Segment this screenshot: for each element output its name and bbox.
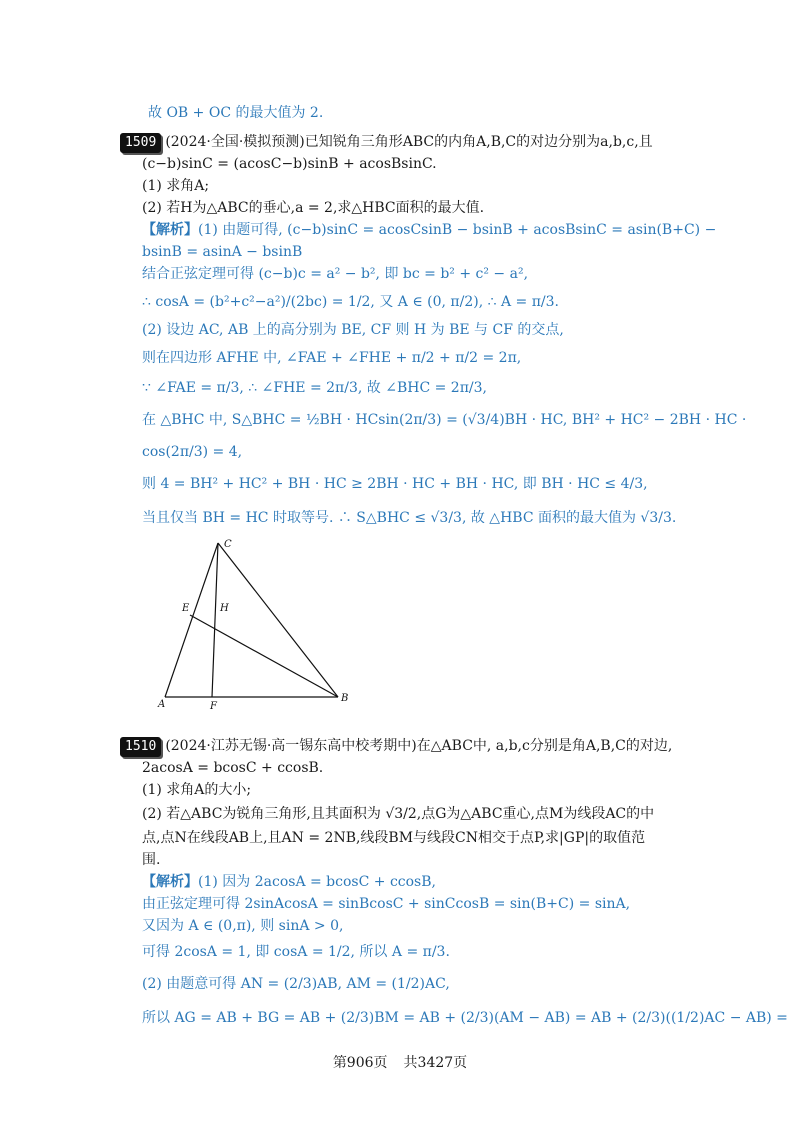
solution-line: bsinB = asinA − bsinB — [142, 244, 303, 260]
solution-line: 所以 AG = AB + BG = AB + (2/3)BM = AB + (2/3)(AM − AB) = AB + (2/3)((1/2)AC − AB) = — [142, 1010, 788, 1026]
solution-line: 在 △BHC 中, S△BHC = ½BH · HCsin(2π/3) = (√3/4)BH · HC, BH² + HC² − 2BH · HC · — [142, 412, 747, 428]
problem-1509-stem — [120, 132, 653, 153]
label-c: C — [224, 539, 232, 550]
side-ac — [165, 543, 218, 697]
label-b: B — [341, 693, 349, 704]
solution-line — [142, 220, 716, 240]
solution-text: (1) 因为 2acosA = bcosC + ccosB, — [198, 874, 436, 890]
solution-line: 由正弦定理可得 2sinAcosA = sinBcosC + sinCcosB = sin(B+C) = sinA, — [142, 896, 631, 912]
triangle-figure — [150, 535, 360, 715]
solution-line: (2) 设边 AC, AB 上的高分别为 BE, CF 则 H 为 BE 与 CF 的交点, — [142, 322, 564, 338]
question-2-cont: 点,点N在线段AB上,且AN = 2NB,线段BM与线段CN相交于点P,求|GP|的取值范 — [142, 830, 646, 846]
problem-number-badge: 1509 — [120, 133, 161, 153]
solution-text: (1) 由题可得, (c−b)sinC = acosCsinB − bsinB + acosBsinC = asin(B+C) − — [198, 222, 717, 238]
solution-line: 则 4 = BH² + HC² + BH · HC ≥ 2BH · HC + BH · HC, 即 BH · HC ≤ 4/3, — [142, 476, 648, 492]
problem-1510-stem — [120, 736, 672, 757]
solution-line: 可得 2cosA = 1, 即 cosA = 1/2, 所以 A = π/3. — [142, 944, 450, 960]
solution-line: 结合正弦定理可得 (c−b)c = a² − b², 即 bc = b² + c² − a², — [142, 266, 529, 282]
solution-line: 当且仅当 BH = HC 时取等号. ∴ S△BHC ≤ √3/3, 故 △HBC 面积的最大值为 √3/3. — [142, 510, 677, 526]
solution-tag: 【解析】 — [142, 222, 198, 238]
altitude-cf — [212, 543, 218, 697]
question-1: (1) 求角A; — [142, 178, 210, 194]
label-a: A — [158, 699, 166, 710]
page-total: 共3427页 — [403, 1055, 468, 1071]
problem-stem-text: (2024·全国·模拟预测)已知锐角三角形ABC的内角A,B,C的对边分别为a,b,c,且 — [165, 134, 653, 150]
page-footer — [0, 1052, 800, 1072]
problem-condition: (c−b)sinC = (acosC−b)sinB + acosBsinC. — [142, 156, 437, 172]
previous-conclusion: 故 OB + OC 的最大值为 2. — [148, 105, 324, 121]
question-2-cont: 围. — [142, 852, 161, 868]
solution-line: (2) 由题意可得 AN = (2/3)AB, AM = (1/2)AC, — [142, 976, 450, 992]
problem-number-badge: 1510 — [120, 737, 161, 757]
label-e: E — [182, 603, 190, 614]
solution-tag: 【解析】 — [142, 874, 198, 890]
solution-line: 则在四边形 AFHE 中, ∠FAE + ∠FHE + π/2 + π/2 = 2π, — [142, 350, 522, 366]
solution-line: ∴ cosA = (b²+c²−a²)/(2bc) = 1/2, 又 A ∈ (0, π/2), ∴ A = π/3. — [142, 294, 559, 310]
question-2: (2) 若H为△ABC的垂心,a = 2,求△HBC面积的最大值. — [142, 200, 485, 216]
page-number: 第906页 — [332, 1055, 388, 1071]
problem-condition: 2acosA = bcosC + ccosB. — [142, 760, 324, 776]
side-bc — [218, 543, 338, 697]
question-1: (1) 求角A的大小; — [142, 782, 252, 798]
solution-line: ∵ ∠FAE = π/3, ∴ ∠FHE = 2π/3, 故 ∠BHC = 2π/3, — [142, 380, 487, 396]
question-2: (2) 若△ABC为锐角三角形,且其面积为 √3/2,点G为△ABC重心,点M为线段AC的中 — [142, 806, 655, 822]
solution-line: cos(2π/3) = 4, — [142, 444, 243, 460]
label-h: H — [220, 603, 229, 614]
label-f: F — [210, 701, 217, 712]
problem-stem-text: (2024·江苏无锡·高一锡东高中校考期中)在△ABC中, a,b,c分别是角A,B,C的对边, — [165, 738, 673, 754]
solution-line: 又因为 A ∈ (0,π), 则 sinA > 0, — [142, 918, 344, 934]
solution-line — [142, 872, 436, 892]
